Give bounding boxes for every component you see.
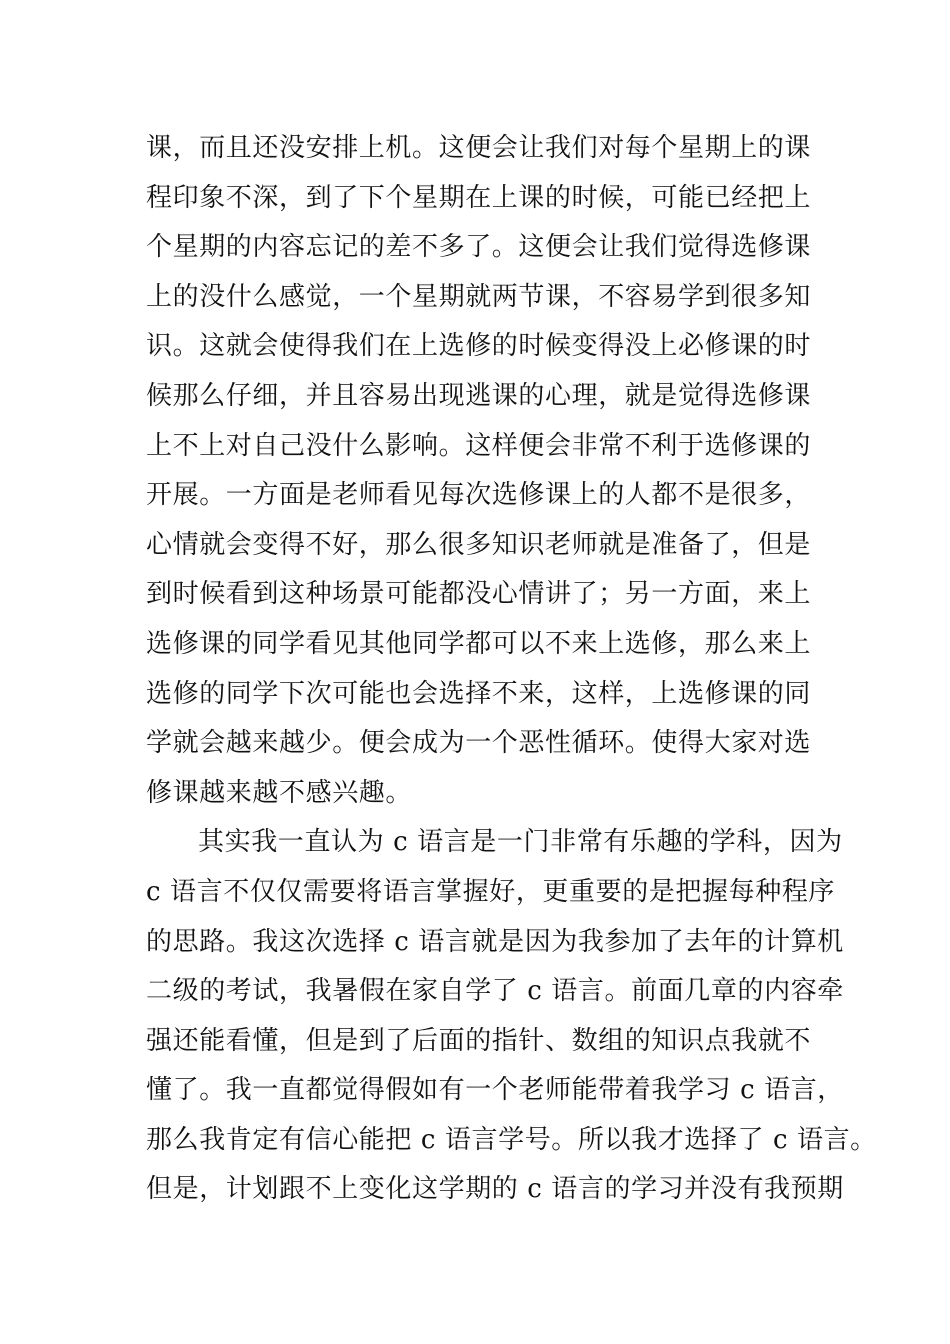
text-line-indented: 其实我一直认为 c 语言是一门非常有乐趣的学科，因为 bbox=[198, 827, 843, 858]
text-line: 的思路。我这次选择 c 语言就是因为我参加了去年的计算机 bbox=[146, 926, 844, 957]
text-line: 课，而且还没安排上机。这便会让我们对每个星期上的课 bbox=[146, 133, 812, 163]
text-line: 到时候看到这种场景可能都没心情讲了；另一方面，来上 bbox=[146, 579, 812, 610]
text-line: 上不上对自己没什么影响。这样便会非常不利于选修课的 bbox=[146, 430, 812, 461]
text-line: 个星期的内容忘记的差不多了。这便会让我们觉得选修课 bbox=[146, 232, 812, 263]
text-line: 懂了。我一直都觉得假如有一个老师能带着我学习 c 语言， bbox=[146, 1075, 844, 1106]
text-line: 二级的考试，我暑假在家自学了 c 语言。前面几章的内容牵 bbox=[146, 976, 844, 1007]
text-line: 那么我肯定有信心能把 c 语言学号。所以我才选择了 c 语言。 bbox=[146, 1124, 877, 1155]
text-line: 学就会越来越少。便会成为一个恶性循环。使得大家对选 bbox=[146, 728, 812, 759]
text-line: 上的没什么感觉，一个星期就两节课，不容易学到很多知 bbox=[146, 281, 812, 312]
text-line: 程印象不深，到了下个星期在上课的时候，可能已经把上 bbox=[146, 182, 812, 213]
text-line: 选修的同学下次可能也会选择不来，这样，上选修课的同 bbox=[146, 678, 812, 709]
text-line: 但是，计划跟不上变化这学期的 c 语言的学习并没有我预期 bbox=[146, 1174, 844, 1205]
text-line: 选修课的同学看见其他同学都可以不来上选修，那么来上 bbox=[146, 628, 812, 659]
text-line: 心情就会变得不好，那么很多知识老师就是准备了，但是 bbox=[146, 529, 812, 560]
text-line: 候那么仔细，并且容易出现逃课的心理，就是觉得选修课 bbox=[146, 380, 812, 411]
paragraph-2 bbox=[146, 818, 877, 1215]
text-line: 开展。一方面是老师看见每次选修课上的人都不是很多， bbox=[146, 480, 812, 511]
text-line: 强还能看懂，但是到了后面的指针、数组的知识点我就不 bbox=[146, 1025, 812, 1056]
text-line: 识。这就会使得我们在上选修的时候变得没上必修课的时 bbox=[146, 331, 812, 362]
text-line: 修课越来越不感兴趣。 bbox=[146, 777, 413, 808]
paragraph-1 bbox=[146, 124, 836, 818]
document-body bbox=[146, 124, 877, 1215]
text-line: c 语言不仅仅需要将语言掌握好，更重要的是把握每种程序 bbox=[146, 876, 836, 907]
